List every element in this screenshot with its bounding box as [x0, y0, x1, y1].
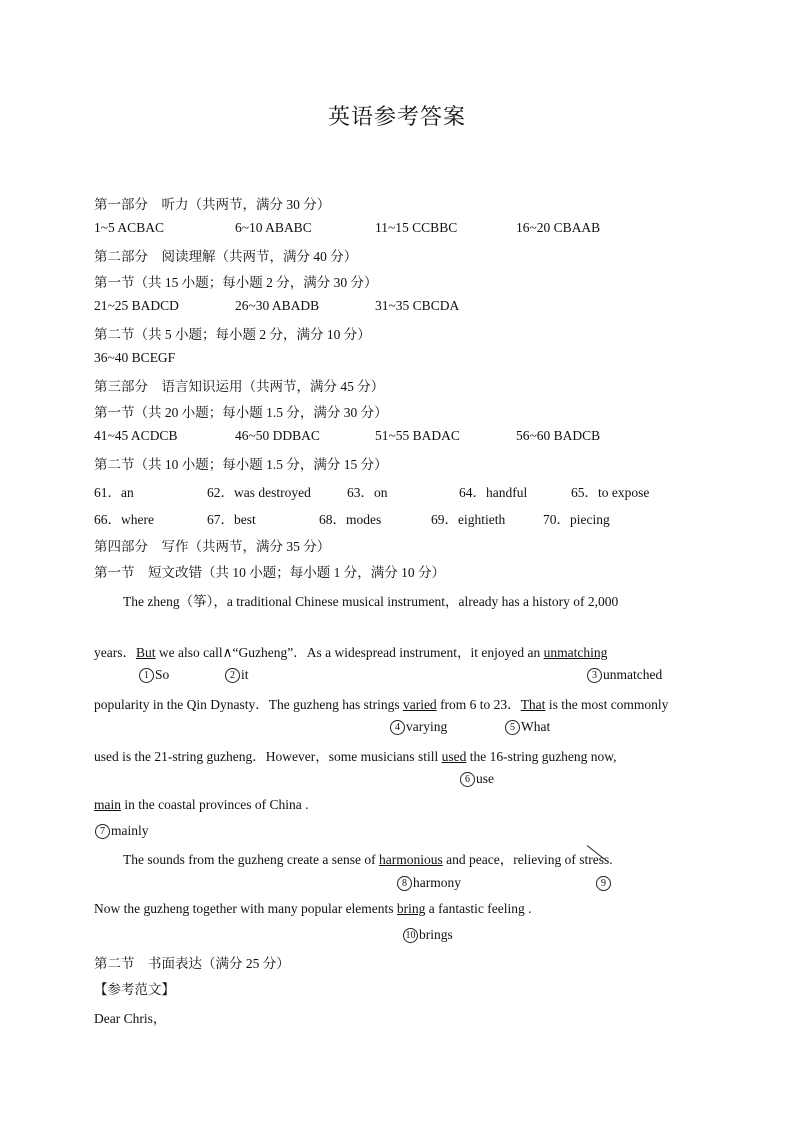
- text-run: from 6 to 23．: [436, 697, 521, 712]
- section-heading: 第二节 书面表达（满分 25 分）: [94, 956, 290, 971]
- correction-text: varying: [406, 719, 448, 734]
- text-run: The sounds from the guzheng create a sense of: [123, 852, 380, 867]
- correction: [95, 823, 149, 839]
- correction-number: 3: [587, 668, 602, 683]
- part3-heading: 第三部分 语言知识运用（共两节，满分 45 分）: [94, 379, 385, 394]
- sample-label: 【参考范文】: [94, 982, 175, 997]
- fill-answer: 68．modes: [319, 512, 382, 527]
- passage-line: [94, 745, 617, 765]
- text-run: in the coastal provinces of China .: [121, 797, 309, 812]
- fill-answer: 62．was destroyed: [207, 485, 311, 500]
- answer-group: 51~55 BADAC: [375, 428, 460, 443]
- fill-answer: 67．best: [207, 512, 256, 527]
- answer-group: 11~15 CCBBC: [375, 220, 458, 235]
- text-run: popularity in the Qin Dynasty．The guzheng has strings: [94, 697, 403, 712]
- correction: [139, 667, 169, 683]
- fill-answer: 63．on: [347, 485, 388, 500]
- passage-line: [94, 901, 532, 917]
- passage-line: [94, 797, 308, 813]
- answer-group: 1~5 ACBAC: [94, 220, 164, 235]
- correction: [505, 719, 550, 735]
- answer-group: 36~40 BCEGF: [94, 350, 176, 365]
- text-run: we also call∧“Guzheng”．As a widespread instrument，it enjoyed an: [155, 645, 544, 660]
- answer-group: 21~25 BADCD: [94, 298, 179, 313]
- text-run: Now the guzheng together with many popular elements: [94, 901, 397, 916]
- text-run: and peace，relieving of stress.: [442, 852, 613, 867]
- correction-number: 10: [403, 928, 418, 943]
- answer-group: 16~20 CBAAB: [516, 220, 601, 235]
- correction-number: 8: [397, 876, 412, 891]
- answer-group: 41~45 ACDCB: [94, 428, 178, 443]
- section-heading: 第一节（共 15 小题；每小题 2 分，满分 30 分）: [94, 275, 378, 290]
- correction-number: 1: [139, 668, 154, 683]
- correction-number: 6: [460, 772, 475, 787]
- correction-number: 9: [596, 876, 611, 891]
- error-word: varied: [402, 697, 437, 712]
- answer-group: 6~10 ABABC: [235, 220, 312, 235]
- correction-number: 4: [390, 720, 405, 735]
- correction-text: harmony: [413, 875, 461, 890]
- correction: [460, 771, 494, 787]
- fill-answer: 65．to expose: [571, 485, 650, 500]
- correction: [225, 667, 249, 683]
- correction-text: mainly: [111, 823, 149, 838]
- section-heading: 第二节（共 10 小题；每小题 1.5 分，满分 15 分）: [94, 457, 388, 472]
- correction-text: unmatched: [603, 667, 663, 682]
- answer-group: 31~35 CBCDA: [375, 298, 460, 313]
- text-run: a fantastic feeling .: [425, 901, 532, 916]
- answer-group: 26~30 ABADB: [235, 298, 320, 313]
- fill-answer: 64．handful: [459, 485, 528, 500]
- part1-heading: 第一部分 听力（共两节，满分 30 分）: [94, 197, 331, 212]
- passage-line: [94, 641, 607, 661]
- text-run: the 16-string guzheng now,: [466, 749, 617, 764]
- fill-answer: 69．eightieth: [431, 512, 506, 527]
- letter-greeting: Dear Chris，: [94, 1011, 167, 1026]
- correction: [390, 719, 447, 735]
- correction: [587, 667, 662, 683]
- correction-number: 2: [225, 668, 240, 683]
- error-word: harmonious: [379, 852, 443, 867]
- page-title: 英语参考答案: [327, 104, 466, 129]
- correction-text: What: [521, 719, 551, 734]
- correction-text: So: [155, 667, 170, 682]
- correction: [397, 875, 461, 891]
- correction-text: brings: [419, 927, 453, 942]
- fill-answer: 70．piecing: [543, 512, 610, 527]
- correction: [596, 875, 612, 891]
- fill-answer: 66．where: [94, 512, 154, 527]
- error-word: bring: [396, 901, 426, 916]
- error-word: But: [135, 645, 156, 660]
- correction-number: 5: [505, 720, 520, 735]
- answer-group: 46~50 DDBAC: [235, 428, 320, 443]
- part2-heading: 第二部分 阅读理解（共两节，满分 40 分）: [94, 249, 358, 264]
- correction-text: use: [476, 771, 494, 786]
- passage-line: The zheng（筝），a traditional Chinese musical instrument，already has a history of 2,000: [123, 594, 619, 609]
- error-word: That: [520, 697, 546, 712]
- passage-line: [94, 693, 668, 713]
- text-run: is the most commonly: [545, 697, 669, 712]
- section-heading: 第一节 短文改错（共 10 小题；每小题 1 分，满分 10 分）: [94, 565, 445, 580]
- correction: [403, 927, 453, 943]
- passage-line: [123, 848, 613, 868]
- section-heading: 第二节（共 5 小题；每小题 2 分，满分 10 分）: [94, 327, 371, 342]
- correction-number: 7: [95, 824, 110, 839]
- section-heading: 第一节（共 20 小题；每小题 1.5 分，满分 30 分）: [94, 405, 388, 420]
- error-word: used: [441, 749, 467, 764]
- text-run: used is the 21-string guzheng．However，some musicians still: [94, 749, 442, 764]
- error-word: main: [94, 797, 121, 812]
- part4-heading: 第四部分 写作（共两节，满分 35 分）: [94, 539, 331, 554]
- answer-group: 56~60 BADCB: [516, 428, 601, 443]
- correction-text: it: [241, 667, 249, 682]
- error-word: unmatching: [543, 645, 608, 660]
- fill-answer: 61．an: [94, 485, 134, 500]
- text-run: years．: [94, 645, 136, 660]
